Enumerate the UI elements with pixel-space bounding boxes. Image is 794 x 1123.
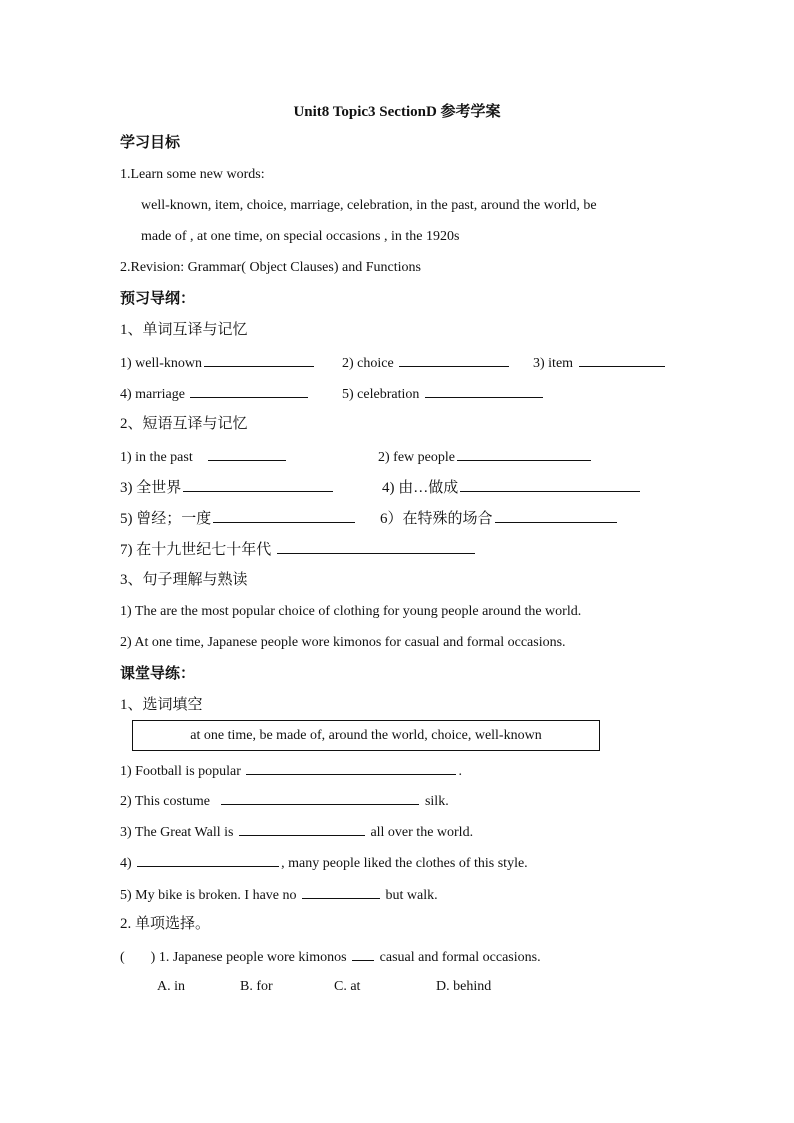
answer-blank[interactable] [352, 946, 374, 961]
sentence-1: 1) The are the most popular choice of clothing for young people around the world. [120, 604, 582, 619]
option-d[interactable]: D. behind [436, 979, 492, 994]
phrase-item: 1) in the past [120, 446, 288, 468]
answer-blank[interactable] [183, 477, 333, 492]
answer-blank[interactable] [457, 446, 591, 461]
page-title: Unit8 Topic3 SectionD 参考学案 [293, 104, 501, 120]
mc-options [157, 977, 517, 997]
word-list-line-1: well-known, item, choice, marriage, celebration, in the past, around the world, be [141, 198, 597, 213]
vocab-row-1 [120, 352, 680, 372]
phrase-row-3 [120, 508, 680, 528]
preview-heading: 预习导纲： [120, 291, 196, 307]
vocab-item: 1) well-known [120, 352, 316, 374]
answer-blank[interactable] [460, 477, 640, 492]
fill-item-4: 4) , many people liked the clothes of this style. [120, 852, 528, 874]
fill-item-3: 3) The Great Wall is all over the world. [120, 821, 473, 843]
answer-blank[interactable] [579, 352, 665, 367]
goal-item-1: 1.Learn some new words: [120, 167, 265, 182]
phrase-row-4 [120, 539, 477, 560]
fill-item-1: 1) Football is popular . [120, 760, 462, 782]
section-mc-heading: 2. 单项选择。 [120, 916, 211, 932]
answer-blank[interactable] [204, 352, 314, 367]
classwork-heading: 课堂导练： [120, 666, 196, 682]
vocab-item: 4) marriage [120, 383, 310, 405]
answer-blank[interactable] [213, 508, 355, 523]
fill-item-2: 2) This costume silk. [120, 790, 449, 812]
phrase-item: 4) 由…做成 [382, 477, 642, 498]
answer-blank[interactable] [246, 760, 456, 775]
vocab-item: 3) item [533, 352, 667, 374]
vocab-item: 2) choice [342, 352, 511, 374]
goals-heading: 学习目标 [120, 135, 181, 151]
word-list-line-2: made of , at one time, on special occasions , in the 1920s [141, 229, 460, 244]
answer-paren-close: ) [150, 950, 156, 965]
answer-blank[interactable] [190, 383, 308, 398]
sentence-2: 2) At one time, Japanese people wore kimonos for casual and formal occasions. [120, 635, 566, 650]
section-fill-heading: 1、选词填空 [120, 697, 203, 713]
answer-blank[interactable] [277, 539, 475, 554]
phrase-item: 6）在特殊的场合 [380, 508, 619, 529]
phrase-row-2 [120, 477, 680, 497]
answer-blank[interactable] [495, 508, 617, 523]
answer-blank[interactable] [137, 852, 279, 867]
answer-blank[interactable] [425, 383, 543, 398]
answer-blank[interactable] [239, 821, 365, 836]
phrase-item: 7) 在十九世纪七十年代 [120, 542, 272, 558]
word-bank-box: at one time, be made of, around the world, choice, well-known [132, 720, 600, 751]
answer-blank[interactable] [399, 352, 509, 367]
phrase-row-1 [120, 446, 680, 466]
fill-item-5: 5) My bike is broken. I have no but walk. [120, 884, 438, 906]
option-c[interactable]: C. at [334, 979, 361, 994]
option-b[interactable]: B. for [240, 979, 273, 994]
phrase-item: 5) 曾经；一度 [120, 508, 357, 529]
phrase-item: 3) 全世界 [120, 477, 335, 498]
vocab-item: 5) celebration [342, 383, 545, 405]
answer-paren-open: ( [120, 950, 125, 965]
answer-blank[interactable] [302, 884, 380, 899]
vocab-row-2 [120, 383, 680, 403]
section-phrase-heading: 2、短语互译与记忆 [120, 416, 248, 432]
answer-blank[interactable] [208, 446, 286, 461]
section-sentence-heading: 3、句子理解与熟读 [120, 572, 248, 588]
section-vocab-heading: 1、单词互译与记忆 [120, 322, 248, 338]
option-a[interactable]: A. in [157, 979, 185, 994]
answer-blank[interactable] [221, 790, 419, 805]
mc-question-1: ( ) 1. Japanese people wore kimonos casual and formal occasions. [120, 946, 541, 968]
goal-item-2: 2.Revision: Grammar( Object Clauses) and Functions [120, 260, 421, 275]
phrase-item: 2) few people [378, 446, 593, 468]
